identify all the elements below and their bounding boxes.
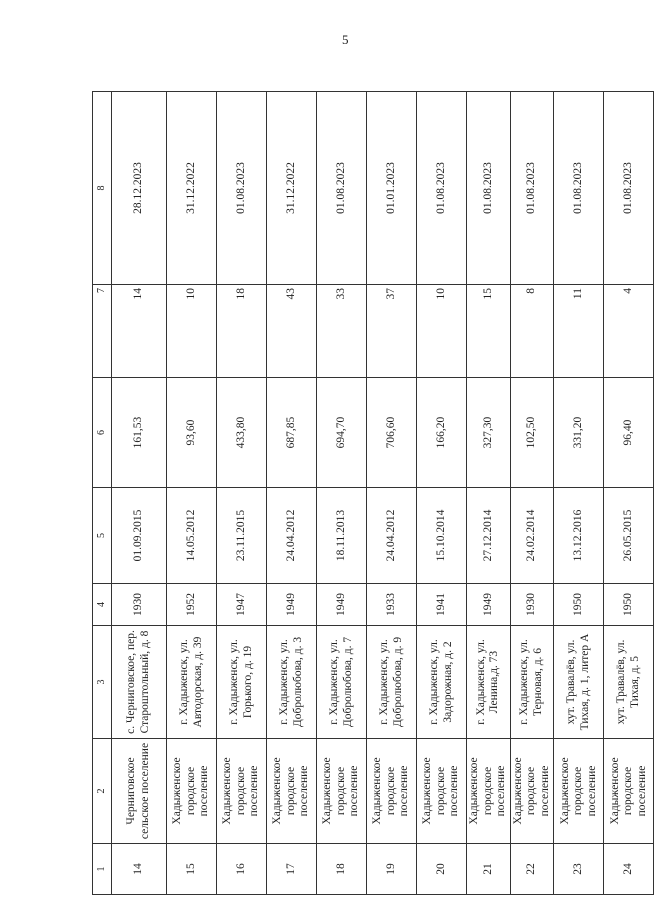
row-number: 19 [367,844,417,895]
build-year: 1950 [604,584,654,626]
address: хут. Травалёв, ул. Тихая, д. 1, литер А [554,626,604,739]
residents: 37 [367,285,417,378]
row-number: 23 [554,844,604,895]
build-year: 1947 [217,584,267,626]
table-row [112,92,167,895]
row-number: 21 [467,844,511,895]
address: хут. Травалёв, ул. Тихая, д. 5 [604,626,654,739]
table-row [167,92,217,895]
table-row [317,92,367,895]
row-number: 15 [167,844,217,895]
settlement: Хадыженское городское поселение [167,739,217,844]
build-year: 1930 [510,584,554,626]
address: г. Хадыженск, ул. Добролюбова, д. 3 [267,626,317,739]
address: г. Хадыженск, ул. Терновая, д. 6 [510,626,554,739]
row-number: 14 [112,844,167,895]
residents: 11 [554,285,604,378]
address: г. Хадыженск, ул. Добролюбова, д. 9 [367,626,417,739]
table-row [417,92,467,895]
header-cell: 3 [93,626,112,739]
build-year: 1949 [267,584,317,626]
area: 687,85 [267,378,317,488]
header-cell: 8 [93,92,112,285]
residents: 8 [510,285,554,378]
table-row [554,92,604,895]
table-row [367,92,417,895]
table-row [467,92,511,895]
settlement: Хадыженское городское поселение [510,739,554,844]
resettlement-date: 01.08.2023 [554,92,604,285]
residents: 43 [267,285,317,378]
build-year: 1949 [467,584,511,626]
settlement: Хадыженское городское поселение [467,739,511,844]
settlement: Хадыженское городское поселение [417,739,467,844]
area: 331,20 [554,378,604,488]
recognition-date: 26.05.2015 [604,488,654,584]
residents: 4 [604,285,654,378]
area: 102,50 [510,378,554,488]
residents: 18 [217,285,267,378]
build-year: 1952 [167,584,217,626]
header-cell: 1 [93,844,112,895]
recognition-date: 01.09.2015 [112,488,167,584]
area: 706,60 [367,378,417,488]
area: 433,80 [217,378,267,488]
address: с. Черниговское, пер. Староштольный, д. 8 [112,626,167,739]
settlement: Хадыженское городское поселение [604,739,654,844]
row-number: 16 [217,844,267,895]
resettlement-date: 31.12.2022 [267,92,317,285]
resettlement-date: 01.08.2023 [417,92,467,285]
row-number: 17 [267,844,317,895]
area: 166,20 [417,378,467,488]
resettlement-date: 01.08.2023 [467,92,511,285]
recognition-date: 23.11.2015 [217,488,267,584]
header-cell: 6 [93,378,112,488]
area: 694,70 [317,378,367,488]
settlement: Хадыженское городское поселение [554,739,604,844]
resettlement-date: 28.12.2023 [112,92,167,285]
row-number: 18 [317,844,367,895]
build-year: 1933 [367,584,417,626]
recognition-date: 14.05.2012 [167,488,217,584]
recognition-date: 27.12.2014 [467,488,511,584]
build-year: 1930 [112,584,167,626]
build-year: 1949 [317,584,367,626]
table-row [217,92,267,895]
header-cell: 5 [93,488,112,584]
residents: 10 [417,285,467,378]
recognition-date: 18.11.2013 [317,488,367,584]
build-year: 1950 [554,584,604,626]
row-number: 24 [604,844,654,895]
resettlement-date: 01.08.2023 [217,92,267,285]
recognition-date: 24.02.2014 [510,488,554,584]
resettlement-date: 01.08.2023 [604,92,654,285]
settlement: Хадыженское городское поселение [217,739,267,844]
page-number: 5 [342,32,349,47]
rotated-table-wrapper [92,92,648,895]
settlement: Хадыженское городское поселение [267,739,317,844]
address: г. Хадыженск, ул. Задорожная, д. 2 [417,626,467,739]
residents: 15 [467,285,511,378]
residents: 10 [167,285,217,378]
resettlement-date: 01.08.2023 [317,92,367,285]
settlement: Хадыженское городское поселение [367,739,417,844]
residents: 14 [112,285,167,378]
row-number: 20 [417,844,467,895]
address: г. Хадыженск, ул. Горького, д. 19 [217,626,267,739]
area: 161,53 [112,378,167,488]
address: г. Хадыженск, ул. Добролюбова, д. 7 [317,626,367,739]
area: 327,30 [467,378,511,488]
row-number: 22 [510,844,554,895]
header-row [93,92,112,895]
address: г. Хадыженск, ул. Ленина,д. 73 [467,626,511,739]
header-cell: 7 [93,285,112,378]
settlement: Черниговское сельское поселение [112,739,167,844]
area: 93,60 [167,378,217,488]
recognition-date: 24.04.2012 [367,488,417,584]
resettlement-date: 01.01.2023 [367,92,417,285]
table-row [510,92,554,895]
settlement: Хадыженское городское поселение [317,739,367,844]
area: 96,40 [604,378,654,488]
build-year: 1941 [417,584,467,626]
header-cell: 4 [93,584,112,626]
housing-table [92,91,654,895]
resettlement-date: 01.08.2023 [510,92,554,285]
resettlement-date: 31.12.2022 [167,92,217,285]
recognition-date: 15.10.2014 [417,488,467,584]
table-row [267,92,317,895]
header-cell: 2 [93,739,112,844]
residents: 33 [317,285,367,378]
address: г. Хадыженск, ул. Автодорская, д. 39 [167,626,217,739]
recognition-date: 24.04.2012 [267,488,317,584]
table-row [604,92,654,895]
recognition-date: 13.12.2016 [554,488,604,584]
